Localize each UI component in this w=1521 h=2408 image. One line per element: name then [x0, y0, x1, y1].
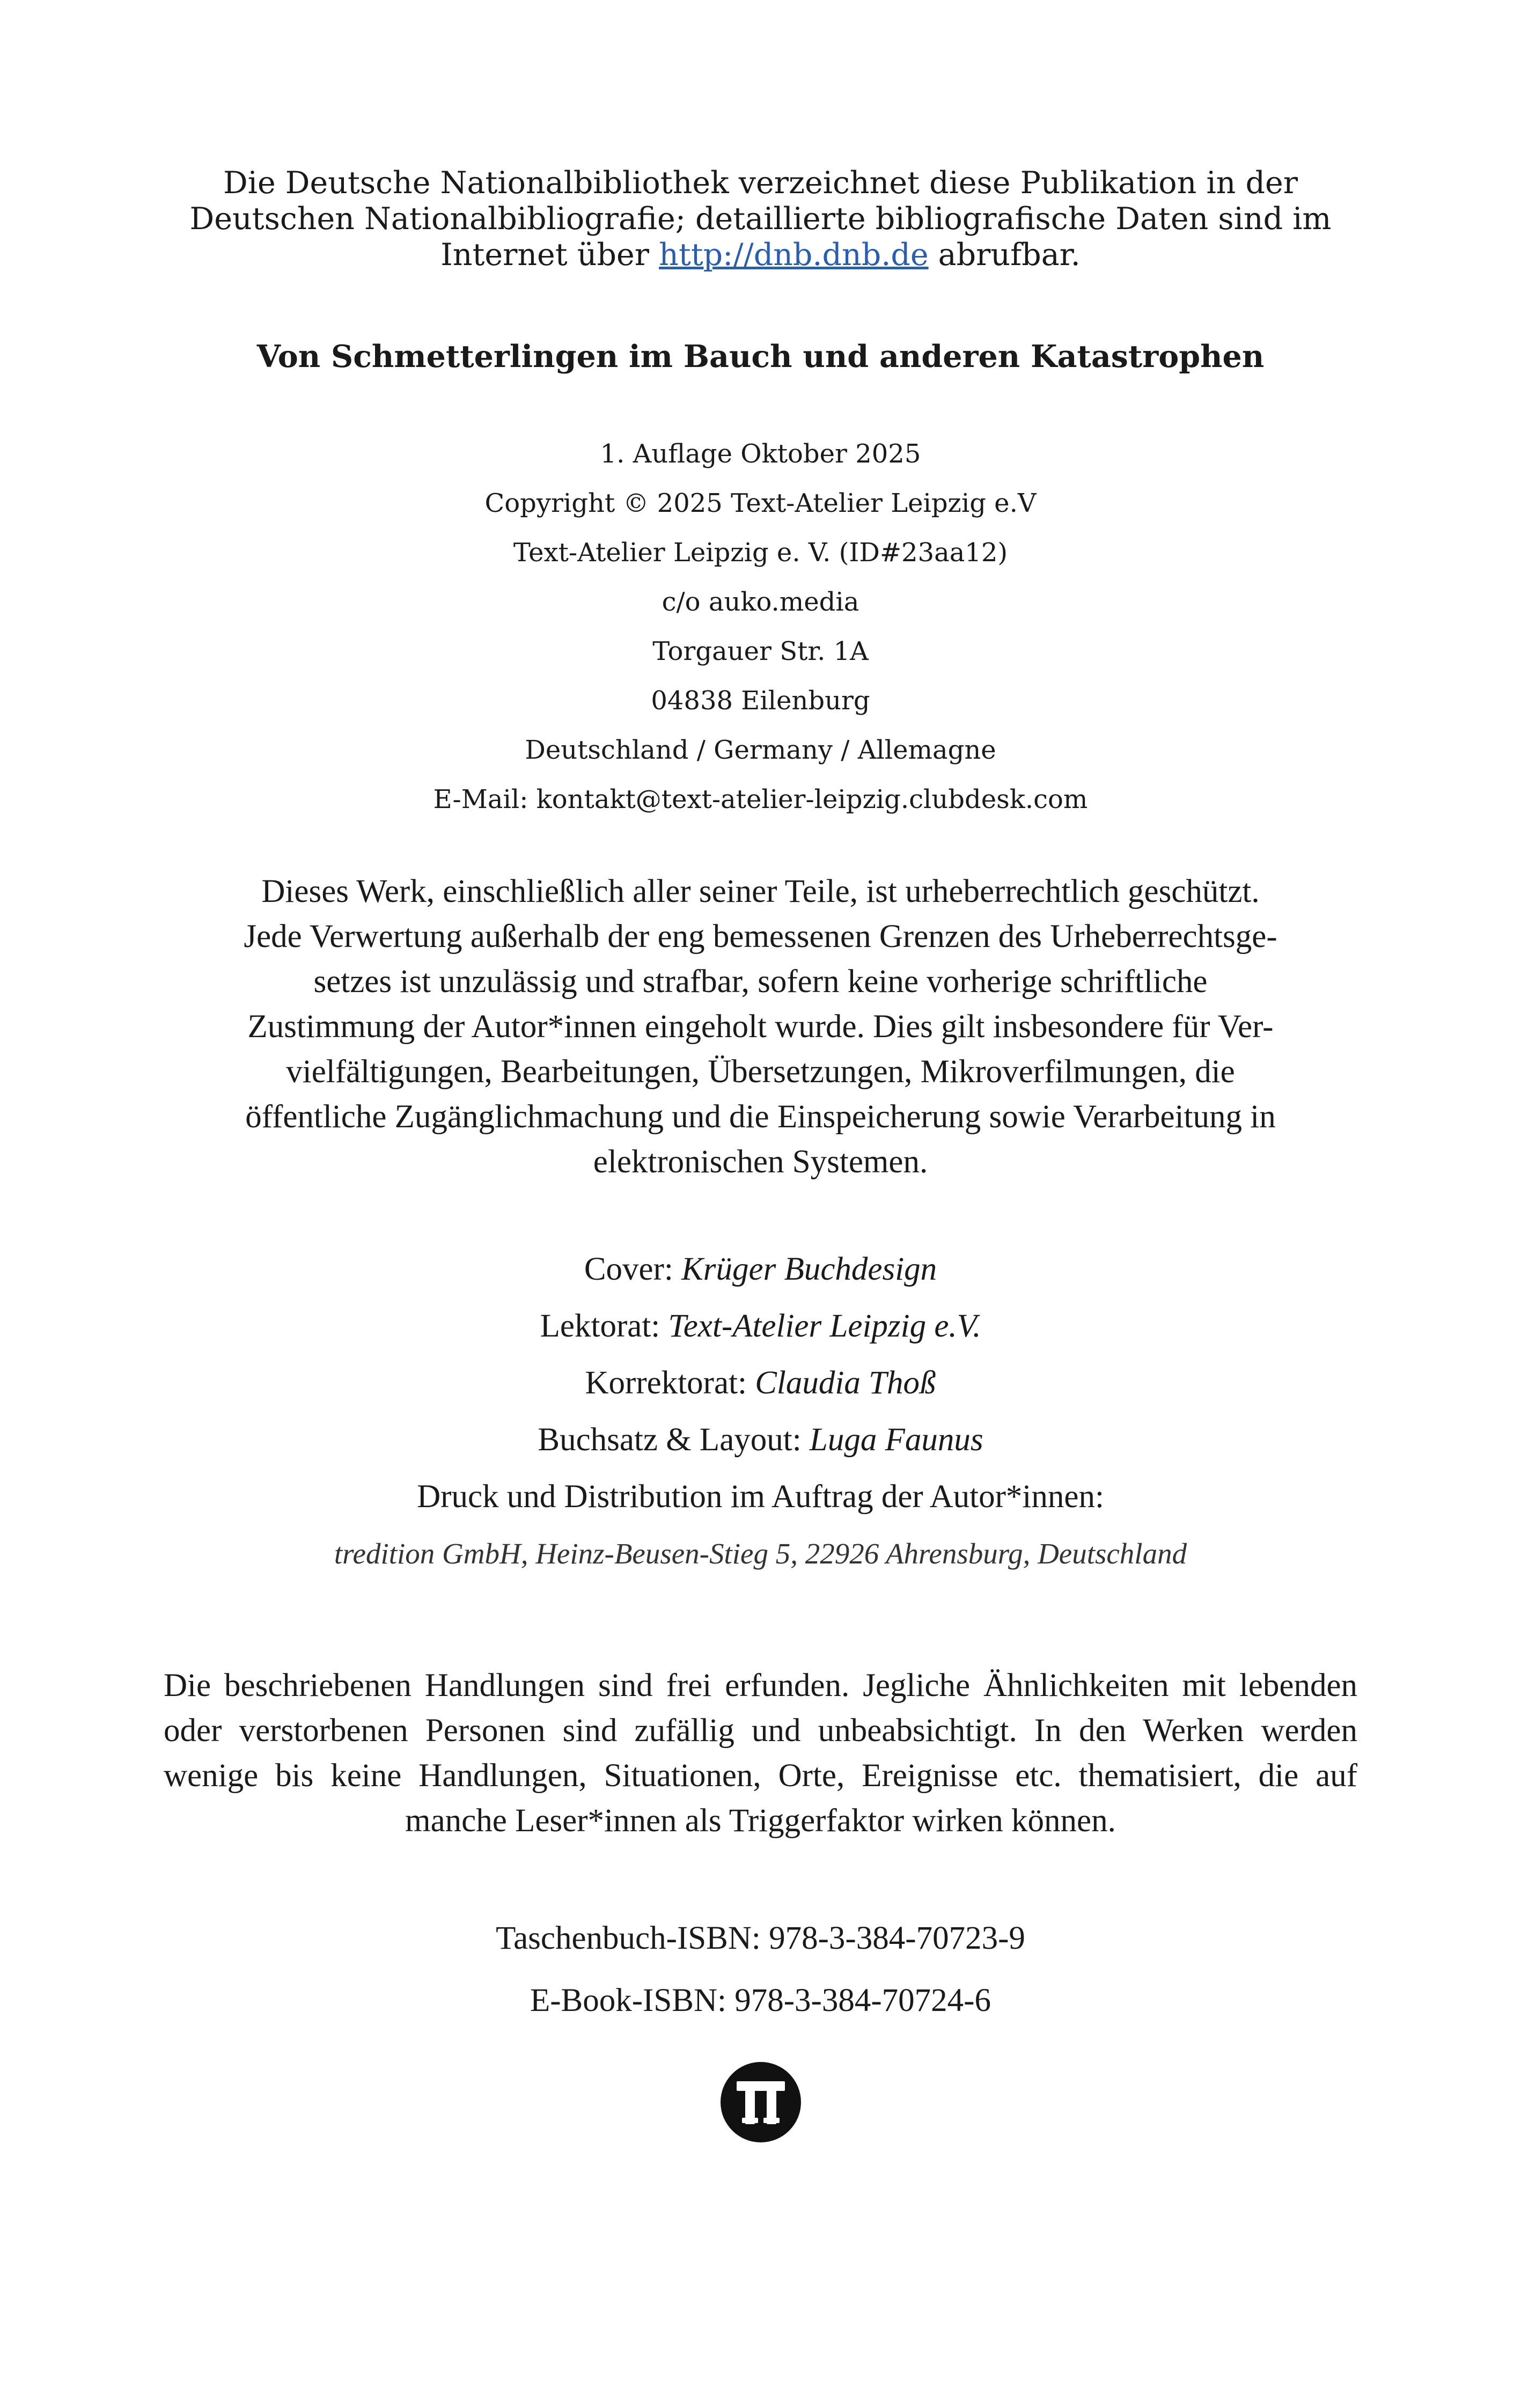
fiction-notice-line: thematisiert, die auf manche Leser*innen als Triggerfaktor wirken können. [405, 1758, 1358, 1839]
dnb-link[interactable]: http://dnb.dnb.de [659, 237, 929, 273]
copyright-notice-line: setzes ist unzulässig und strafbar, sofern keine vorherige schriftliche [313, 964, 1208, 1000]
fiction-notice-line: lebenden oder verstorbenen Personen sind zufällig und unbeabsichtigt. In den [164, 1668, 1358, 1749]
tredition-logo-icon [721, 2062, 801, 2142]
copyright-notice-line: vielfältigungen, Bearbeitungen, Übersetzungen, Mikroverfilmungen, die [286, 1054, 1235, 1090]
catalog-notice [0, 165, 1521, 273]
isbn-block [0, 1907, 1521, 2032]
catalog-notice-suffix: abrufbar. [928, 237, 1081, 273]
fiction-notice [164, 1663, 1357, 1844]
copyright-notice [166, 869, 1355, 1185]
copyright-notice-line: öffentliche Zugänglichmachung und die Einspeicherung sowie Verarbeitung in [245, 1099, 1276, 1135]
fiction-notice-line: Die beschriebenen Handlungen sind frei erfunden. Jegliche Ähnlichkeiten mit [164, 1668, 1226, 1704]
credit-proofreading [0, 1355, 1521, 1412]
fiction-notice-line: Werken werden wenige bis keine Handlungen, Situationen, Orte, Ereignisse etc. [164, 1713, 1358, 1794]
credit-editing-label: Lektorat: [540, 1308, 668, 1344]
catalog-notice-prefix: Internet über [440, 237, 659, 273]
credit-proofreading-label: Korrektorat: [585, 1365, 755, 1401]
copyright-notice-line: Zustimmung der Autor*innen eingeholt wurde. Dies gilt insbesondere für Ver- [247, 1009, 1274, 1045]
imprint-care-of: c/o auko.media [662, 587, 859, 617]
catalog-notice-line-1: Die Deutsche Nationalbibliothek verzeichnet diese Publikation in der [223, 165, 1298, 201]
credit-layout [0, 1412, 1521, 1469]
credit-cover-label: Cover: [584, 1251, 682, 1287]
imprint-city: 04838 Eilenburg [651, 686, 870, 716]
credits [0, 1241, 1521, 1582]
imprint-street: Torgauer Str. 1A [652, 636, 869, 666]
copyright-notice-line: Jede Verwertung außerhalb der eng bemessenen Grenzen des Urheberrechtsge- [244, 919, 1277, 955]
isbn-ebook: E-Book-ISBN: 978-3-384-70724-6 [530, 1983, 991, 2018]
credit-proofreading-value: Claudia Thoß [755, 1365, 936, 1401]
imprint-publisher: Text-Atelier Leipzig e. V. (ID#23aa12) [513, 538, 1008, 568]
imprint [0, 429, 1521, 824]
credit-layout-value: Luga Faunus [809, 1422, 983, 1458]
credit-distribution-value: tredition GmbH, Heinz-Beusen-Stieg 5, 22926 Ahrensburg, Deutschland [334, 1537, 1187, 1570]
credit-editing [0, 1298, 1521, 1355]
imprint-edition: 1. Auflage Oktober 2025 [600, 439, 921, 469]
book-title: Von Schmetterlingen im Bauch und anderen Katastrophen [256, 339, 1265, 375]
credit-distribution-label: Druck und Distribution im Auftrag der Autor*innen: [417, 1479, 1104, 1515]
imprint-copyright: Copyright © 2025 Text-Atelier Leipzig e.V [484, 488, 1037, 518]
credit-layout-label: Buchsatz & Layout: [538, 1422, 810, 1458]
credit-cover [0, 1241, 1521, 1298]
catalog-notice-line-3 [0, 237, 1521, 273]
copyright-notice-line: Dieses Werk, einschließlich aller seiner Teile, ist urheberrechtlich geschützt. [261, 873, 1260, 909]
credit-editing-value: Text-Atelier Leipzig e.V. [668, 1308, 981, 1344]
imprint-country: Deutschland / Germany / Allemagne [525, 735, 996, 765]
copyright-notice-line: elektronischen Systemen. [593, 1144, 928, 1180]
credit-cover-value: Krüger Buchdesign [681, 1251, 937, 1287]
imprint-email: E-Mail: kontakt@text-atelier-leipzig.clubdesk.com [433, 784, 1088, 814]
isbn-paperback: Taschenbuch-ISBN: 978-3-384-70723-9 [496, 1920, 1025, 1956]
catalog-notice-line-2: Deutschen Nationalbibliografie; detaillierte bibliografische Daten sind im [189, 201, 1332, 237]
